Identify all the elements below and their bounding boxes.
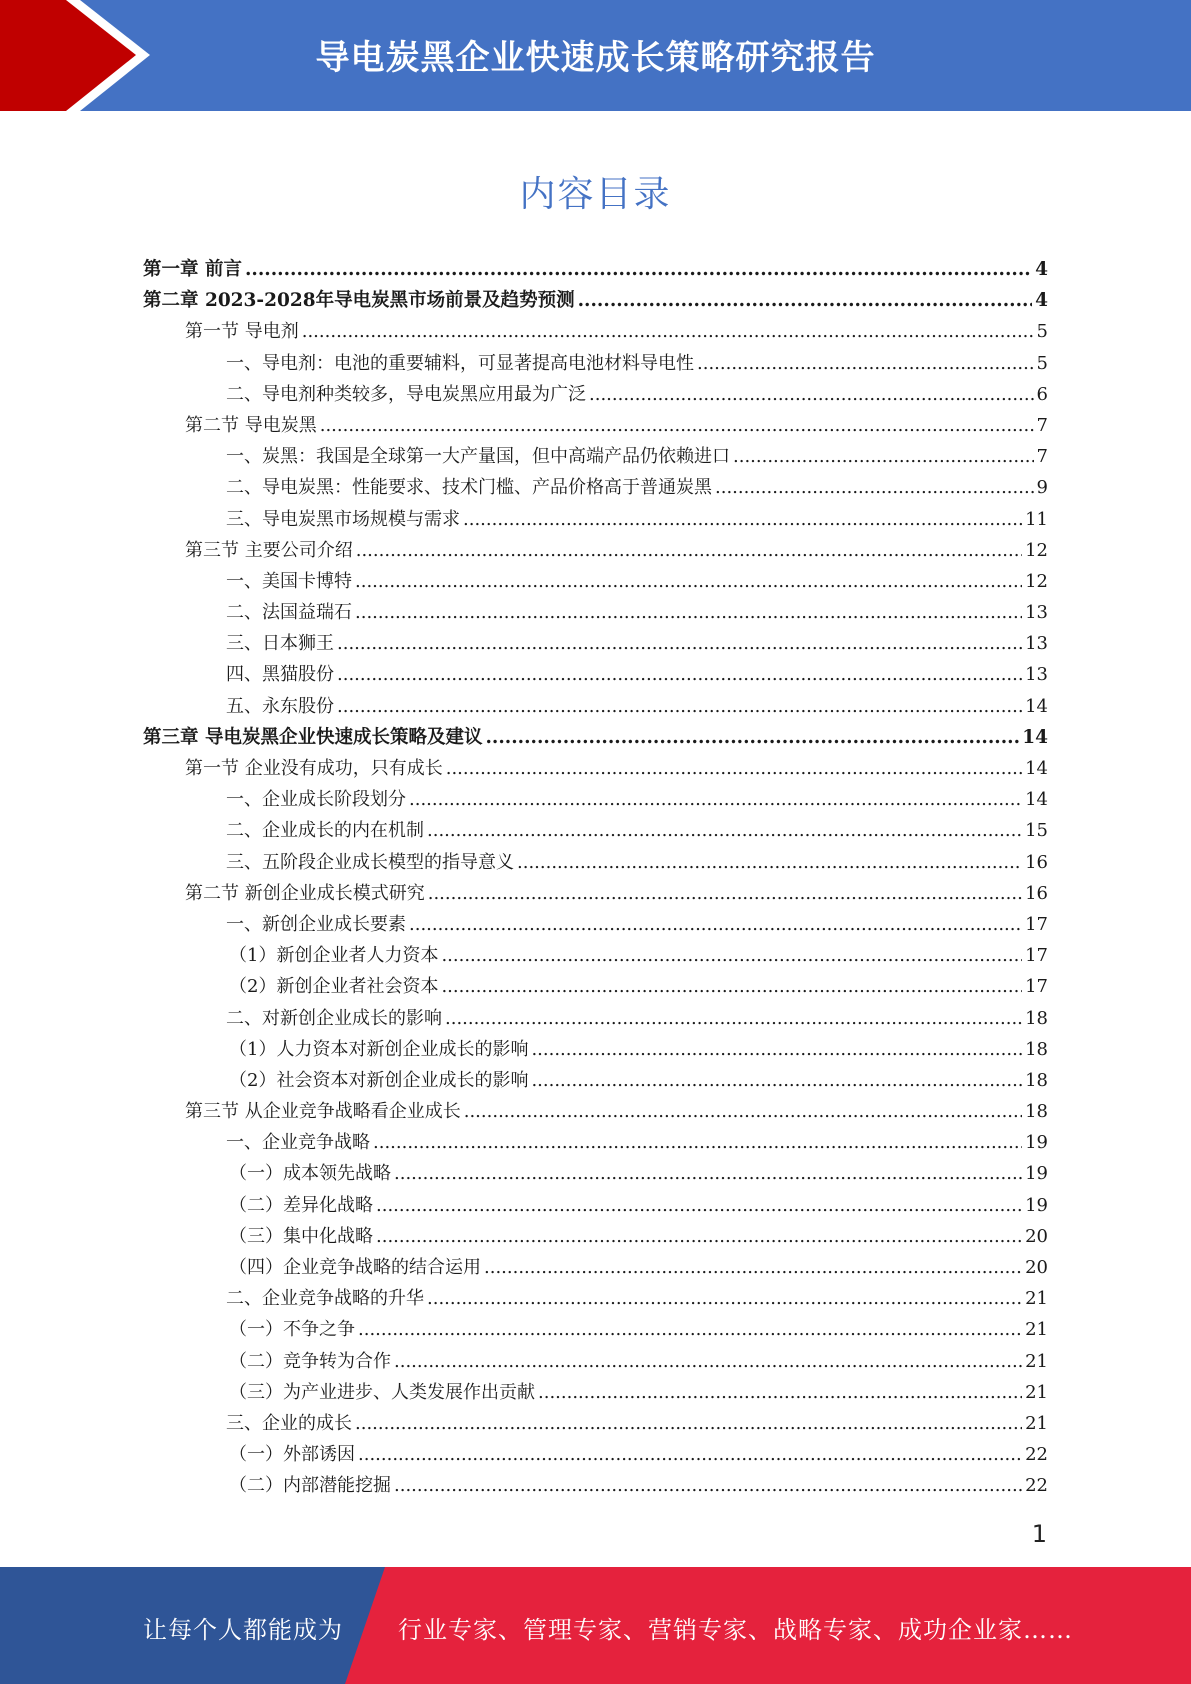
toc-dot-leader <box>446 753 1022 784</box>
toc-entry[interactable] <box>143 628 1048 659</box>
toc-entry-page: 21 <box>1025 1381 1048 1403</box>
toc-dot-leader <box>531 1065 1022 1096</box>
toc-entry-page: 18 <box>1025 1101 1048 1123</box>
toc-entry-page: 7 <box>1036 446 1048 468</box>
toc-entry-title: （四）企业竞争战略的结合运用 <box>229 1257 481 1278</box>
toc-entry-title: 一、炭黑：我国是全球第一大产量国，但中高端产品仍依赖进口 <box>226 446 730 468</box>
toc-entry-title: 一、企业成长阶段划分 <box>226 789 406 811</box>
toc-entry[interactable] <box>143 722 1048 753</box>
toc-entry[interactable] <box>143 285 1048 316</box>
toc-entry-title: 第一章 前言 <box>143 259 242 280</box>
toc-entry-page: 17 <box>1025 913 1048 935</box>
toc-dot-leader <box>538 1377 1022 1408</box>
toc-entry-title: 第二章 2023-2028年导电炭黑市场前景及趋势预测 <box>143 290 575 312</box>
toc-entry-title: （二）竞争转为合作 <box>229 1350 391 1372</box>
toc-dot-leader <box>320 410 1034 441</box>
toc-entry[interactable] <box>143 566 1048 597</box>
toc-entry[interactable] <box>143 316 1048 347</box>
toc-dot-leader <box>445 1003 1022 1034</box>
toc-entry-title: 第三节 从企业竞争战略看企业成长 <box>185 1101 461 1123</box>
toc-entry-title: （一）不争之争 <box>229 1319 355 1341</box>
toc-entry-page: 19 <box>1025 1194 1048 1216</box>
toc-entry[interactable] <box>143 1034 1048 1065</box>
toc-entry-title: 第二节 导电炭黑 <box>185 414 317 436</box>
toc-entry[interactable] <box>143 878 1048 909</box>
toc-entry[interactable] <box>143 1096 1048 1127</box>
toc-entry-page: 9 <box>1036 477 1048 499</box>
toc-entry[interactable] <box>143 410 1048 441</box>
toc-entry-page: 12 <box>1025 570 1048 592</box>
toc-entry-title: （三）为产业进步、人类发展作出贡献 <box>229 1381 535 1403</box>
toc-entry[interactable] <box>143 659 1048 690</box>
toc-entry-page: 13 <box>1025 602 1048 624</box>
toc-dot-leader <box>589 379 1034 410</box>
toc-entry[interactable] <box>143 847 1048 878</box>
toc-entry-page: 14 <box>1025 758 1048 779</box>
page-number: 1 <box>1031 1520 1047 1548</box>
toc-entry-page: 18 <box>1025 1069 1048 1091</box>
toc-entry-page: 20 <box>1025 1257 1048 1278</box>
toc-entry[interactable] <box>143 1003 1048 1034</box>
toc-entry-page: 14 <box>1025 695 1048 717</box>
toc-entry-page: 7 <box>1036 414 1048 436</box>
toc-entry-title: 四、黑猫股份 <box>226 664 334 686</box>
toc-dot-leader <box>302 316 1034 347</box>
toc-dot-leader <box>485 722 1019 753</box>
toc-entry-page: 14 <box>1022 726 1048 748</box>
table-of-contents <box>143 254 1048 1502</box>
toc-entry-title: （三）集中化战略 <box>229 1225 373 1247</box>
toc-dot-leader <box>463 504 1022 535</box>
toc-entry[interactable] <box>143 1314 1048 1345</box>
toc-dot-leader <box>394 1158 1022 1189</box>
toc-entry-title: 三、日本狮王 <box>226 633 334 655</box>
toc-dot-leader <box>337 659 1022 690</box>
toc-entry-page: 4 <box>1035 259 1048 280</box>
toc-dot-leader <box>733 441 1034 472</box>
toc-entry-page: 4 <box>1035 290 1048 312</box>
toc-entry[interactable] <box>143 1408 1048 1439</box>
toc-dot-leader <box>409 909 1022 940</box>
toc-entry-page: 13 <box>1025 664 1048 686</box>
toc-entry-page: 5 <box>1036 321 1048 343</box>
toc-dot-leader <box>578 285 1033 316</box>
toc-entry-title: （一）成本领先战略 <box>229 1163 391 1185</box>
toc-entry[interactable] <box>143 1377 1048 1408</box>
toc-dot-leader <box>337 691 1022 722</box>
toc-entry[interactable] <box>143 597 1048 628</box>
toc-entry-title: 二、企业竞争战略的升华 <box>226 1288 424 1310</box>
toc-dot-leader <box>376 1190 1022 1221</box>
toc-entry-page: 21 <box>1025 1319 1048 1341</box>
toc-entry-page: 5 <box>1036 352 1048 374</box>
toc-entry-title: 第三章 导电炭黑企业快速成长策略及建议 <box>143 726 483 748</box>
toc-dot-leader <box>428 878 1022 909</box>
toc-dot-leader <box>427 815 1022 846</box>
toc-entry-title: 一、美国卡博特 <box>226 570 352 592</box>
toc-entry-page: 14 <box>1025 789 1048 811</box>
toc-dot-leader <box>427 1283 1022 1314</box>
toc-entry[interactable] <box>143 1221 1048 1252</box>
toc-entry-title: 三、导电炭黑市场规模与需求 <box>226 508 460 530</box>
toc-dot-leader <box>441 940 1022 971</box>
toc-dot-leader <box>355 597 1022 628</box>
toc-entry-page: 21 <box>1025 1412 1048 1434</box>
toc-dot-leader <box>441 971 1022 1002</box>
toc-entry-title: 三、五阶段企业成长模型的指导意义 <box>226 851 514 873</box>
toc-entry[interactable] <box>143 1127 1048 1158</box>
toc-entry-page: 12 <box>1025 539 1048 561</box>
toc-entry-title: （二）差异化战略 <box>229 1194 373 1216</box>
toc-dot-leader <box>531 1034 1022 1065</box>
toc-entry-page: 19 <box>1025 1132 1048 1154</box>
toc-entry-page: 22 <box>1025 1444 1048 1466</box>
toc-entry-page: 11 <box>1025 508 1048 530</box>
toc-dot-leader <box>358 1314 1022 1345</box>
toc-entry-title: 一、导电剂：电池的重要辅料，可显著提高电池材料导电性 <box>226 352 694 374</box>
toc-dot-leader <box>484 1252 1022 1283</box>
toc-entry-title: 二、导电炭黑：性能要求、技术门槛、产品价格高于普通炭黑 <box>226 477 712 499</box>
toc-entry-title: 一、企业竞争战略 <box>226 1132 370 1154</box>
toc-entry-title: 二、法国益瑞石 <box>226 602 352 624</box>
toc-dot-leader <box>355 566 1022 597</box>
toc-entry[interactable] <box>143 1470 1048 1501</box>
toc-dot-leader <box>394 1470 1022 1501</box>
toc-entry-page: 16 <box>1025 882 1048 904</box>
toc-entry-title: 第一节 导电剂 <box>185 321 299 343</box>
toc-entry[interactable] <box>143 753 1048 784</box>
toc-entry-page: 19 <box>1025 1163 1048 1185</box>
toc-entry-title: （2）社会资本对新创企业成长的影响 <box>229 1069 529 1091</box>
toc-dot-leader <box>697 348 1034 379</box>
toc-entry-title: 二、对新创企业成长的影响 <box>226 1007 442 1029</box>
toc-entry[interactable] <box>143 472 1048 503</box>
toc-entry-title: （1）新创企业者人力资本 <box>229 945 439 967</box>
toc-entry[interactable] <box>143 815 1048 846</box>
toc-dot-leader <box>376 1221 1022 1252</box>
toc-entry-page: 13 <box>1025 633 1048 655</box>
toc-entry[interactable] <box>143 1252 1048 1283</box>
footer-slogan-right: 行业专家、管理专家、营销专家、战略专家、成功企业家…… <box>398 1616 1073 1644</box>
toc-dot-leader <box>337 628 1022 659</box>
toc-entry-page: 18 <box>1025 1007 1048 1029</box>
toc-entry-title: （二）内部潜能挖掘 <box>229 1475 391 1497</box>
toc-entry-page: 15 <box>1025 820 1048 842</box>
toc-entry-page: 16 <box>1025 851 1048 873</box>
toc-dot-leader <box>356 535 1022 566</box>
toc-entry[interactable] <box>143 1346 1048 1377</box>
toc-entry[interactable] <box>143 348 1048 379</box>
toc-entry-page: 17 <box>1025 976 1048 998</box>
toc-entry[interactable] <box>143 1439 1048 1470</box>
toc-entry-title: 五、永东股份 <box>226 695 334 717</box>
toc-entry[interactable] <box>143 254 1048 285</box>
toc-dot-leader <box>373 1127 1022 1158</box>
footer-banner <box>0 1567 1191 1684</box>
toc-entry[interactable] <box>143 909 1048 940</box>
toc-entry[interactable] <box>143 971 1048 1002</box>
toc-heading: 内容目录 <box>519 174 672 215</box>
toc-entry[interactable] <box>143 379 1048 410</box>
toc-entry[interactable] <box>143 535 1048 566</box>
toc-entry[interactable] <box>143 441 1048 472</box>
toc-dot-leader <box>715 472 1034 503</box>
toc-entry-page: 21 <box>1025 1288 1048 1310</box>
toc-entry-title: （一）外部诱因 <box>229 1444 355 1466</box>
toc-entry-title: （2）新创企业者社会资本 <box>229 976 439 998</box>
toc-entry[interactable] <box>143 940 1048 971</box>
header-banner <box>0 0 1191 111</box>
toc-dot-leader <box>355 1408 1022 1439</box>
toc-dot-leader <box>464 1096 1022 1127</box>
toc-entry-page: 6 <box>1036 383 1048 405</box>
toc-entry[interactable] <box>143 784 1048 815</box>
toc-entry-title: （1）人力资本对新创企业成长的影响 <box>229 1038 529 1060</box>
toc-dot-leader <box>358 1439 1022 1470</box>
toc-dot-leader <box>394 1346 1022 1377</box>
toc-entry-title: 三、企业的成长 <box>226 1412 352 1434</box>
toc-entry-title: 第一节 企业没有成功，只有成长 <box>185 758 443 779</box>
toc-entry-title: 二、企业成长的内在机制 <box>226 820 424 842</box>
toc-entry-page: 20 <box>1025 1225 1048 1247</box>
toc-entry-title: 二、导电剂种类较多，导电炭黑应用最为广泛 <box>226 383 586 405</box>
footer-slogan-left: 让每个人都能成为 <box>143 1616 343 1644</box>
toc-entry[interactable] <box>143 691 1048 722</box>
toc-dot-leader <box>409 784 1022 815</box>
toc-entry[interactable] <box>143 1065 1048 1096</box>
report-title: 导电炭黑企业快速成长策略研究报告 <box>315 38 876 78</box>
toc-entry[interactable] <box>143 504 1048 535</box>
toc-entry-title: 一、新创企业成长要素 <box>226 913 406 935</box>
toc-dot-leader <box>245 254 1032 285</box>
toc-entry-title: 第三节 主要公司介绍 <box>185 539 353 561</box>
toc-entry[interactable] <box>143 1190 1048 1221</box>
toc-entry-page: 22 <box>1025 1475 1048 1497</box>
toc-dot-leader <box>517 847 1022 878</box>
toc-entry-page: 17 <box>1025 945 1048 967</box>
toc-entry-page: 18 <box>1025 1038 1048 1060</box>
toc-entry[interactable] <box>143 1283 1048 1314</box>
toc-entry[interactable] <box>143 1158 1048 1189</box>
toc-entry-page: 21 <box>1025 1350 1048 1372</box>
toc-entry-title: 第二节 新创企业成长模式研究 <box>185 882 425 904</box>
